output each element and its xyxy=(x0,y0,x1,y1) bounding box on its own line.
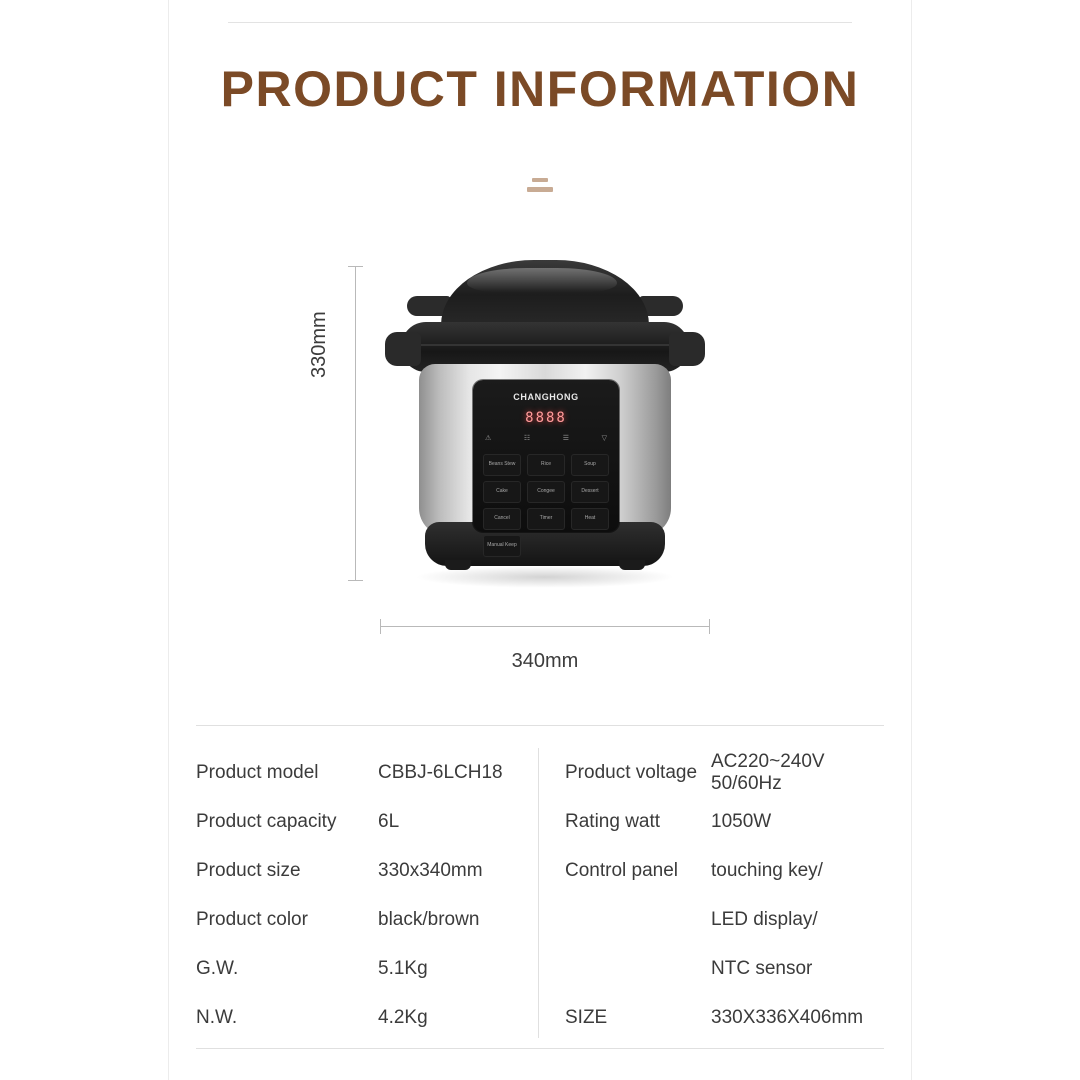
top-divider xyxy=(228,22,852,23)
spec-value-control-panel: touching key/ xyxy=(711,859,823,881)
panel-icon-row xyxy=(485,434,607,442)
ornament-dash-top xyxy=(532,178,548,182)
ornament-dash-bottom xyxy=(527,187,553,192)
foot-left xyxy=(445,560,471,570)
spec-value-rating-watt: 1050W xyxy=(711,810,772,832)
spec-value-ntc-sensor: NTC sensor xyxy=(711,957,813,979)
spec-table-bottom-rule xyxy=(196,1048,884,1049)
height-dimension-line xyxy=(355,266,356,581)
spec-label-product-capacity: Product capacity xyxy=(196,810,337,832)
width-dimension-line xyxy=(380,626,710,627)
key-timer[interactable]: Timer xyxy=(527,508,565,530)
spec-value-product-voltage: AC220~240V 50/60Hz xyxy=(711,750,825,794)
height-dimension-label: 330mm xyxy=(308,311,330,378)
spec-value-net-weight: 4.2Kg xyxy=(378,1006,428,1028)
spec-value-product-capacity: 6L xyxy=(378,810,400,832)
side-handle-right xyxy=(669,332,705,366)
spec-label-size: SIZE xyxy=(565,1006,608,1028)
page-title: PRODUCT INFORMATION xyxy=(220,61,860,117)
spec-label-blank-2 xyxy=(539,944,711,993)
spec-value-product-model: CBBJ-6LCH18 xyxy=(378,761,503,783)
pressure-icon: ☰ xyxy=(562,435,569,442)
left-edge-rule xyxy=(168,0,169,1080)
spec-label-control-panel: Control panel xyxy=(565,859,679,881)
spec-value-product-size: 330x340mm xyxy=(378,859,483,881)
brand-logo: CHANGHONG xyxy=(513,392,579,402)
key-rice[interactable]: Rice xyxy=(527,454,565,476)
led-display: 8888 xyxy=(525,410,567,426)
spec-value-gross-weight: 5.1Kg xyxy=(378,957,428,979)
key-manual-keep[interactable]: Manual Keep xyxy=(483,535,521,557)
lid-highlight xyxy=(467,268,617,292)
keep-warm-icon: ☷ xyxy=(523,435,531,442)
steam-icon: ▽ xyxy=(601,435,607,442)
key-heat[interactable]: Heat xyxy=(571,508,609,530)
control-panel[interactable] xyxy=(473,380,619,549)
pressure-cooker-illustration xyxy=(385,260,705,590)
spec-label-blank-1 xyxy=(539,895,711,944)
spec-label-product-color: Product color xyxy=(196,908,308,930)
warning-icon: ⚠ xyxy=(485,435,492,442)
spec-label-net-weight: N.W. xyxy=(196,1006,238,1028)
spec-value-product-color: black/brown xyxy=(378,908,480,930)
spec-value-size: 330X336X406mm xyxy=(711,1006,864,1028)
spec-label-gross-weight: G.W. xyxy=(196,957,239,979)
product-figure xyxy=(300,250,780,680)
spec-table-top-rule xyxy=(196,725,884,726)
spec-label-product-size: Product size xyxy=(196,859,301,881)
foot-right xyxy=(619,560,645,570)
width-dimension-label: 340mm xyxy=(511,650,579,672)
spec-label-rating-watt: Rating watt xyxy=(565,810,661,832)
key-soup[interactable]: Soup xyxy=(571,454,609,476)
spec-label-product-voltage: Product voltage xyxy=(565,761,698,783)
right-edge-rule xyxy=(911,0,912,1080)
collar-seam xyxy=(413,344,677,346)
double-dash-ornament xyxy=(0,178,1080,192)
panel-key-grid[interactable] xyxy=(483,454,609,557)
key-dessert[interactable]: Dessert xyxy=(571,481,609,503)
key-cake[interactable]: Cake xyxy=(483,481,521,503)
side-handle-left xyxy=(385,332,421,366)
spec-table xyxy=(196,748,884,1042)
spec-label-product-model: Product model xyxy=(196,761,319,783)
key-cancel[interactable]: Cancel xyxy=(483,508,521,530)
key-congee[interactable]: Congee xyxy=(527,481,565,503)
spec-value-led-display: LED display/ xyxy=(711,908,818,930)
key-beans-stew[interactable]: Beans Stew xyxy=(483,454,521,476)
